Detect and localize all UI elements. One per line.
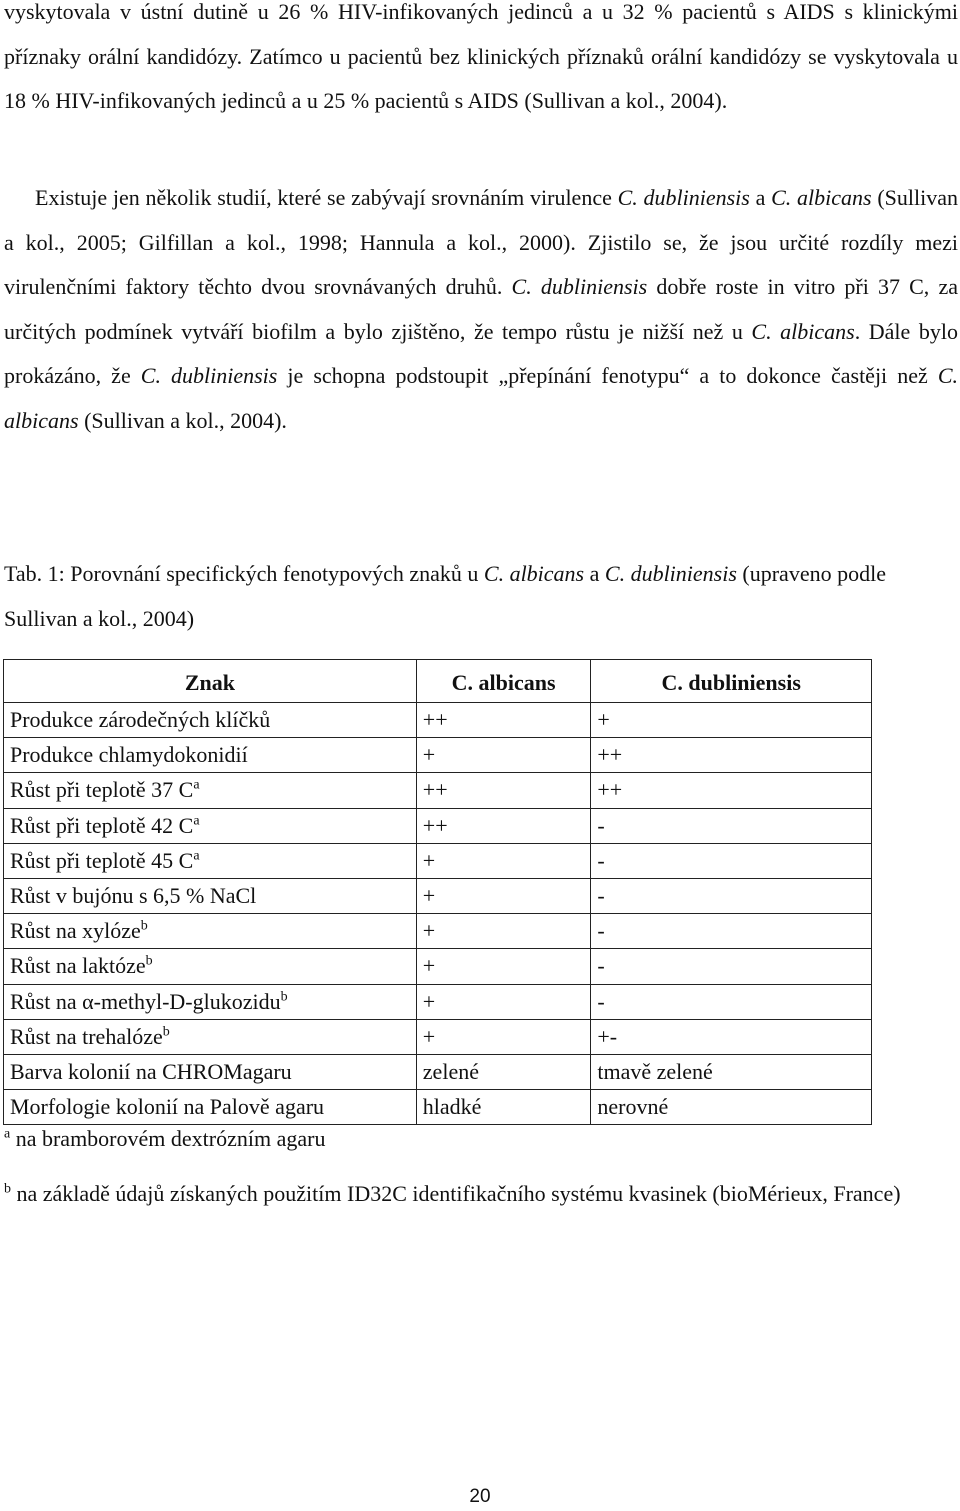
species-name: C. albicans [4,363,959,433]
cell-dubliniensis: - [591,949,872,984]
cell-albicans: + [416,949,591,984]
cell-znak [4,1019,417,1054]
cell-albicans: + [416,984,591,1019]
cell-dubliniensis: - [591,843,872,878]
cell-dubliniensis: ++ [591,738,872,773]
species-name: C. albicans [771,185,872,210]
cell-dubliniensis: nerovné [591,1090,872,1125]
footnote-ref: b [145,954,153,970]
text-span: dobře roste in vitro při 37 C, za určitých podmínek vytváří biofilm a bylo zjištěno, že tempo růstu je nižší než u [4,274,958,344]
znak-text: Růst na α-methyl-D-glukozidu [10,988,281,1014]
footnote-ref: a [193,778,200,794]
cell-znak [4,1054,417,1089]
footnote-text: na bramborovém dextrózním agaru [10,1126,326,1151]
footnote-a [4,1124,958,1154]
znak-text: Produkce chlamydokonidií [10,742,248,768]
cell-albicans: + [416,878,591,913]
cell-albicans: + [416,1019,591,1054]
footnote-marker: a [4,1126,11,1142]
table-row [4,808,872,843]
caption-text: (upraveno podle Sullivan a kol., 2004) [4,561,886,631]
cell-dubliniensis: +- [591,1019,872,1054]
cell-dubliniensis: tmavě zelené [591,1054,872,1089]
phenotype-table [3,659,872,1125]
species-name: C. albicans [751,318,855,344]
text-span: a [749,185,772,210]
species-name: C. dubliniensis [511,274,648,299]
table-row [4,773,872,808]
footnote-ref: b [280,989,288,1005]
species-name: C. dubliniensis [604,561,737,586]
cell-znak [4,878,417,913]
table-row [4,949,872,984]
znak-text: Růst při teplotě 42 C [10,812,194,838]
footnote-ref: a [193,848,200,864]
text-span: je schopna podstoupit „přepínání fenotypu“ a to dokonce častěji než [277,363,938,388]
text-span: Existuje jen několik studií, které se zabývají srovnáním virulence [35,185,618,210]
column-header-znak: Znak [4,660,417,703]
cell-dubliniensis: ++ [591,773,872,808]
cell-znak [4,1090,417,1125]
cell-znak [4,843,417,878]
cell-znak [4,738,417,773]
column-header-albicans: C. albicans [416,660,591,703]
cell-znak [4,808,417,843]
znak-text: Růst při teplotě 45 C [10,847,194,873]
footnote-ref: a [193,813,200,829]
text-span: (Sullivan a kol., 2004). [78,407,287,433]
column-header-dubliniensis: C. dubliniensis [591,660,872,703]
cell-znak [4,703,417,738]
cell-dubliniensis: + [591,703,872,738]
cell-albicans: + [416,843,591,878]
table-row [4,703,872,738]
page-number: 20 [469,1486,491,1507]
paragraph-hiv-prevalence: vyskytovala v ústní dutině u 26 % HIV-infikovaných jedinců a u 32 % pacientů s AIDS s klinickými příznaky orální kandidózy. Zatímco u pacientů bez klinických příznaků orální kandidózy se vyskytovala u 18 % HIV-infikovaných jedinců a u 25 % pacientů s AIDS (Sullivan a kol., 2004). [4,0,958,113]
table-row [4,878,872,913]
species-name: C. albicans [483,561,585,586]
table-body [4,703,872,1125]
table-row [4,738,872,773]
znak-text: Růst v bujónu s 6,5 % NaCl [10,883,257,909]
table-row [4,984,872,1019]
table-row [4,1019,872,1054]
znak-text: Barva kolonií na CHROMagaru [10,1058,292,1084]
table-row [4,843,872,878]
table-row [4,914,872,949]
footnote-marker: b [4,1181,11,1197]
znak-text: Růst na xylóze [10,918,141,944]
cell-albicans: hladké [416,1090,591,1125]
znak-text: Růst při teplotě 37 C [10,777,194,803]
cell-albicans: + [416,914,591,949]
footnote-b [4,1172,958,1216]
cell-albicans: ++ [416,773,591,808]
cell-znak [4,949,417,984]
cell-dubliniensis: - [591,808,872,843]
paragraph-virulence [4,176,958,443]
cell-dubliniensis: - [591,878,872,913]
table-header-row [4,660,872,703]
cell-albicans: ++ [416,703,591,738]
table-row [4,1054,872,1089]
footnote-ref: b [162,1024,170,1040]
footnote-ref: b [140,918,148,934]
znak-text: Morfologie kolonií na Palově agaru [10,1094,325,1120]
caption-text: a [584,561,605,586]
caption-text: Tab. 1: Porovnání specifických fenotypových znaků u [4,561,484,586]
cell-znak [4,914,417,949]
znak-text: Růst na trehalóze [10,1023,163,1049]
species-name: C. dubliniensis [617,185,750,210]
znak-text: Růst na laktóze [10,953,146,979]
cell-znak [4,984,417,1019]
cell-dubliniensis: - [591,984,872,1019]
footnote-text: na základě údajů získaných použitím ID32C identifikačního systému kvasinek (bioMérieux, France) [11,1181,901,1206]
text-span: (Sullivan a kol., 2005; Gilfillan a kol., 1998; Hannula a kol., 2000). Zjistilo se, že jsou určité rozdíly mezi virulenčními faktory těchto dvou srovnávaných druhů. [4,185,959,299]
cell-znak [4,773,417,808]
text-span: . Dále bylo prokázáno, že [4,318,958,388]
species-name: C. dubliniensis [140,363,278,388]
cell-albicans: zelené [416,1054,591,1089]
table-row [4,1090,872,1125]
cell-albicans: ++ [416,808,591,843]
cell-dubliniensis: - [591,914,872,949]
cell-albicans: + [416,738,591,773]
znak-text: Produkce zárodečných klíčků [10,707,271,733]
table-caption [4,552,958,641]
